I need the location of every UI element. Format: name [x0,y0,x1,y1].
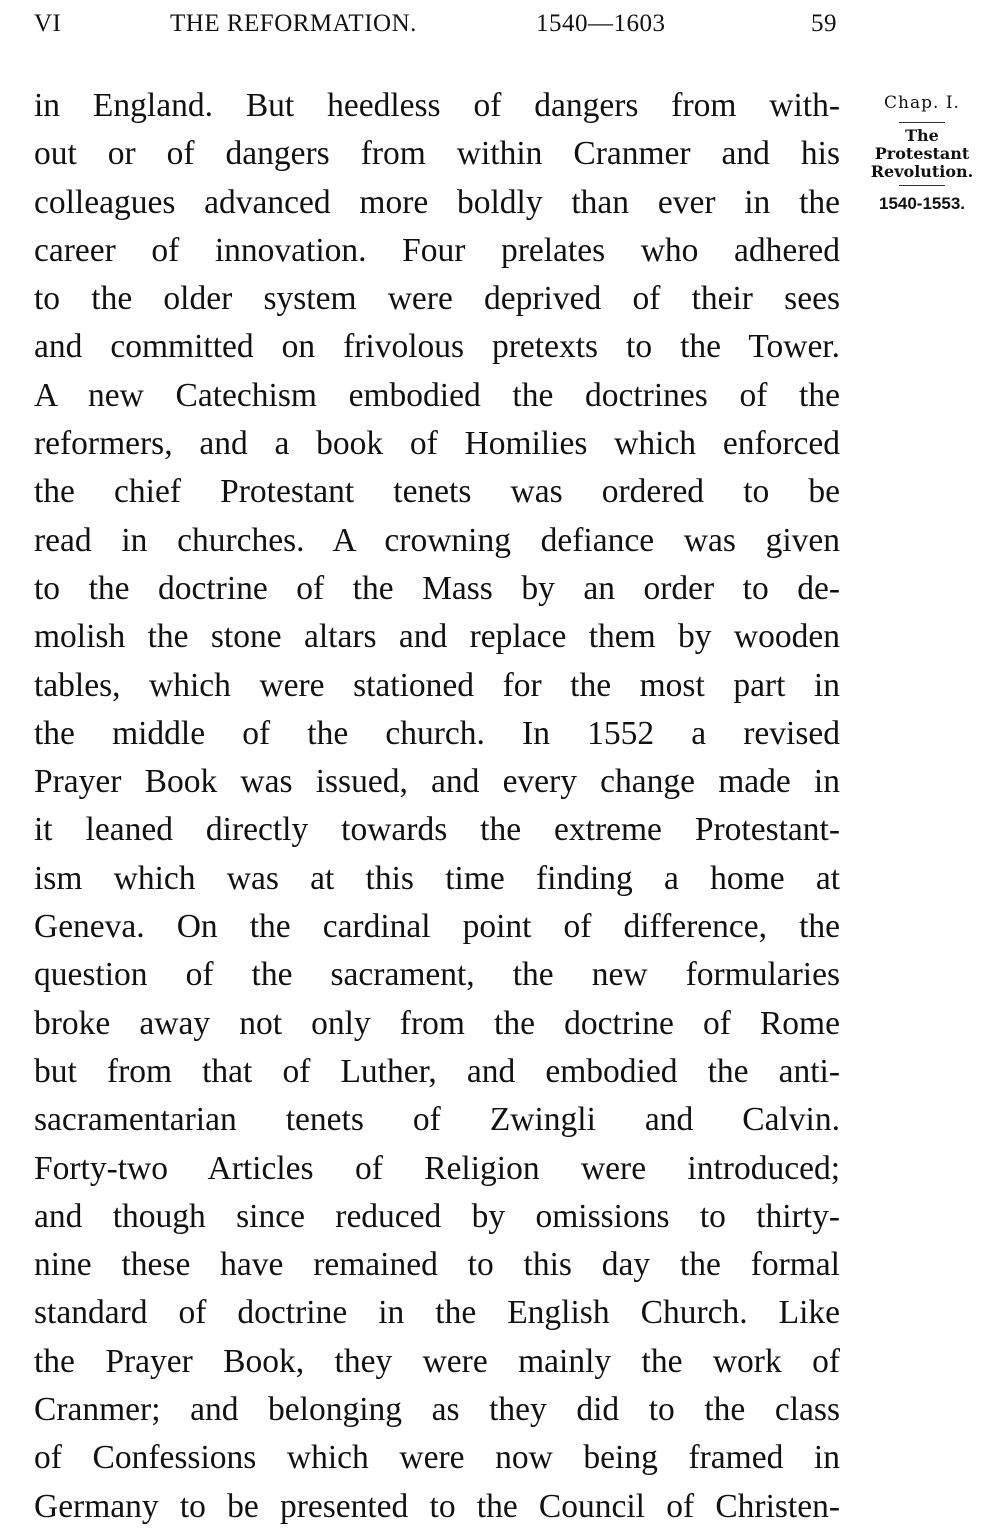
text-line: ism which was at this time finding a home at [34,859,840,897]
text-line: but from that of Luther, and embodied the anti- [34,1052,840,1090]
text-line: colleagues advanced more boldly than ever in the [34,183,840,221]
text-line: Prayer Book was issued, and every change made in [34,763,840,801]
text-line: in England. But heedless of dangers from with- [34,87,840,124]
text-line: nine these have remained to this day the formal [34,1246,840,1284]
text-line: Cranmer; and belonging as they did to the class [34,1391,840,1429]
text-line: A new Catechism embodied the doctrines of the [34,376,840,414]
text-line: of Confessions which were now being framed in [34,1439,840,1477]
text-line: to the doctrine of the Mass by an order to de- [34,569,840,607]
text-line: career of innovation. Four prelates who adhered [34,231,840,269]
sidenote-topic-line: The [905,126,939,145]
sidenote-divider [899,122,945,123]
running-years: 1540—1603 [536,10,666,37]
text-line: read in churches. A crowning defiance was given [34,521,840,559]
text-line: reformers, and a book of Homilies which enforced [34,425,840,463]
text-line: Forty-two Articles of Religion were introduced; [34,1149,840,1187]
text-line: standard of doctrine in the English Church. Like [34,1294,840,1332]
sidenote-divider [899,185,945,186]
text-line: tables, which were stationed for the most part in [34,666,840,704]
margin-sidenote [848,88,996,218]
text-line: it leaned directly towards the extreme Protestant- [34,811,840,849]
text-line: Geneva. On the cardinal point of difference, the [34,908,840,946]
text-line: and committed on frivolous pretexts to the Tower. [34,328,840,366]
sidenote-topic-line: Revolution. [870,162,974,181]
running-head [34,10,840,42]
text-line: to the older system were deprived of their sees [34,280,840,318]
text-line: out or of dangers from within Cranmer and his [34,135,840,173]
body-text [34,82,840,1531]
text-line: sacramentarian tenets of Zwingli and Calvin. [34,1101,840,1139]
text-line: Germany to be presented to the Council of Christen- [34,1487,840,1525]
text-line: the chief Protestant tenets was ordered to be [34,473,840,511]
section-number: VI [34,10,62,37]
sidenote-topic-line: Protestant [874,144,970,163]
text-line: the Prayer Book, they were mainly the work of [34,1342,840,1380]
text-line: question of the sacrament, the new formularies [34,956,840,994]
sidenote-years: 1540-1553. [878,194,966,213]
sidenote-chapter: Chap. I. [884,93,960,113]
text-line: molish the stone altars and replace them by wooden [34,618,840,656]
page-number: 59 [811,10,837,37]
text-line: the middle of the church. In 1552 a revised [34,714,840,752]
text-line: and though since reduced by omissions to thirty- [34,1197,840,1235]
running-title: THE REFORMATION. [170,10,417,37]
text-line: broke away not only from the doctrine of Rome [34,1004,840,1042]
